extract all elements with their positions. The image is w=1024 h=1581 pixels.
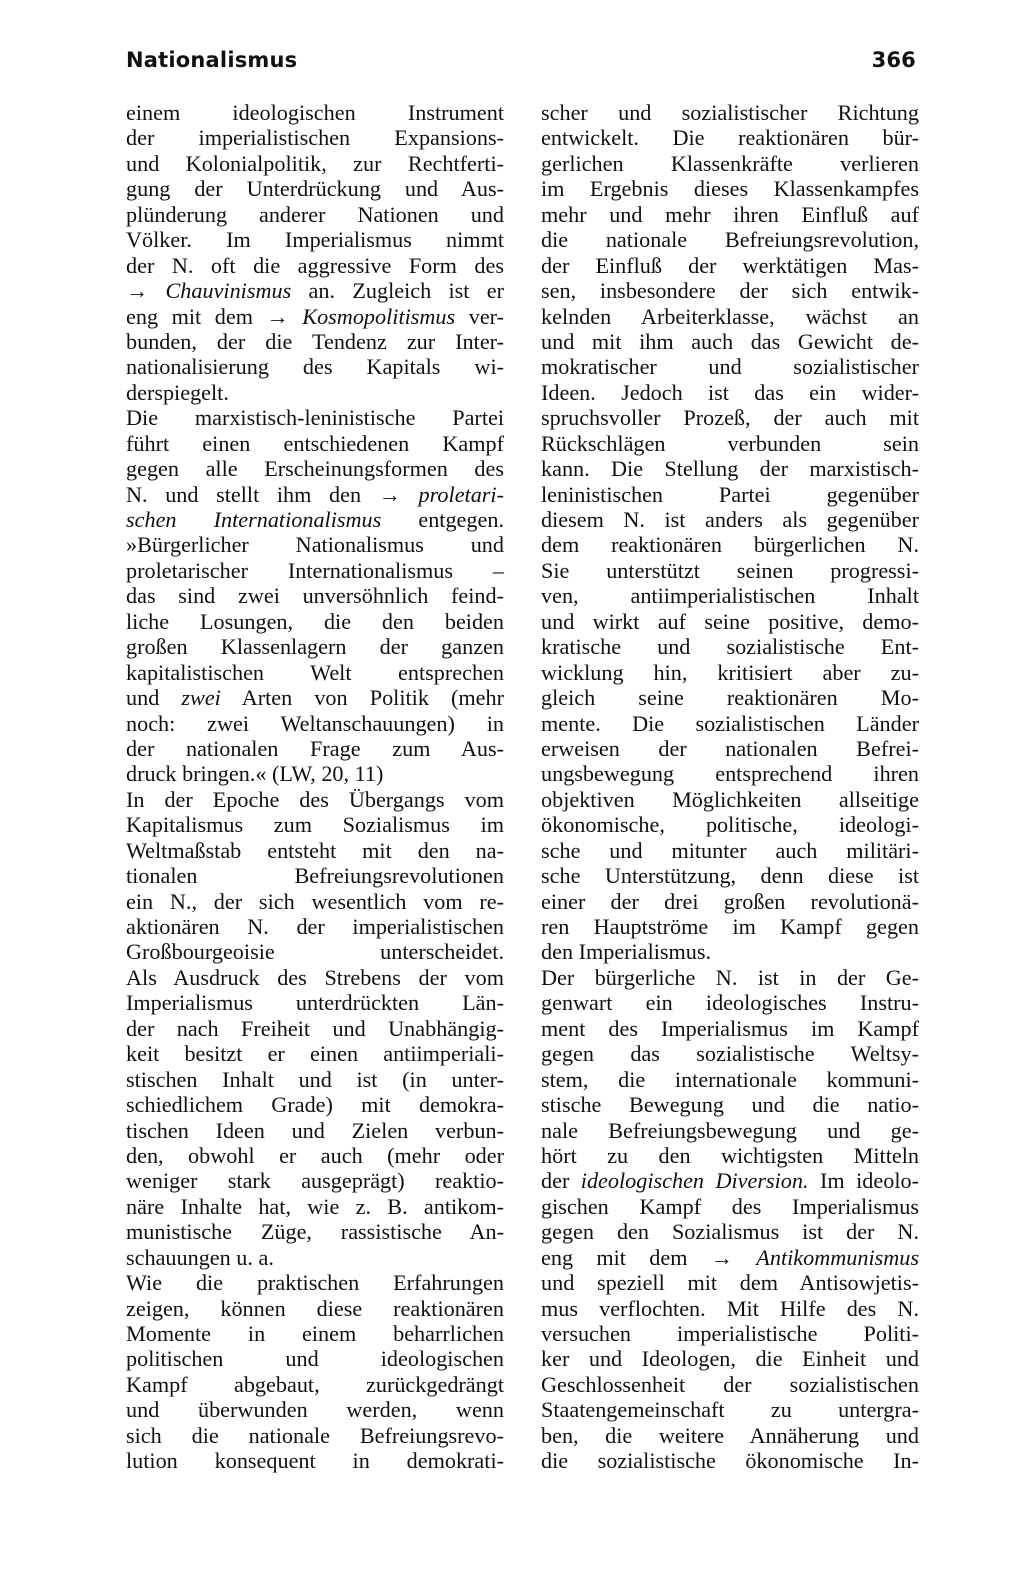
text-line: munistische Züge, rassistische An-: [126, 1219, 504, 1245]
text-line: und mit ihm auch das Gewicht de-: [541, 328, 919, 354]
text-line: ein N., der sich wesentlich vom re-: [126, 888, 504, 914]
text-line: die nationale Befreiungsrevolution,: [541, 227, 919, 253]
text-line: einem ideologischen Instrument: [126, 100, 504, 125]
page-header: [126, 48, 916, 72]
text-line: liche Losungen, die den beiden: [126, 608, 504, 634]
text-line: Wie die praktischen Erfahrungen: [126, 1270, 504, 1296]
text-line: mokratischer und sozialistischer: [541, 354, 919, 380]
text-line: objektiven Möglichkeiten allseitige: [541, 786, 919, 812]
text-line: Kapitalismus zum Sozialismus im: [126, 812, 504, 838]
text-line: ungsbewegung entsprechend ihren: [541, 761, 919, 787]
text-line: Die marxistisch-leninistische Partei: [126, 405, 504, 431]
text-line: und wirkt auf seine positive, demo-: [541, 608, 919, 634]
text-line: mehr und mehr ihren Einfluß auf: [541, 201, 919, 227]
text-line: kann. Die Stellung der marxistisch-: [541, 456, 919, 482]
text-line: tionalen Befreiungsrevolutionen: [126, 863, 504, 889]
text-line: zeigen, können diese reaktionären: [126, 1295, 504, 1321]
text-line: Sie unterstützt seinen progressi-: [541, 557, 919, 583]
text-line: proletarischer Internationalismus –: [126, 557, 504, 583]
text-line: kapitalistischen Welt entsprechen: [126, 659, 504, 685]
text-line: ben, die weitere Annäherung und: [541, 1422, 919, 1448]
text-line: erweisen der nationalen Befrei-: [541, 735, 919, 761]
text-line: gerlichen Klassenkräfte verlieren: [541, 150, 919, 176]
text-line: ökonomische, politische, ideologi-: [541, 812, 919, 838]
text-line: druck bringen.« (LW, 20, 11): [126, 761, 384, 787]
text-line: spruchsvoller Prozeß, der auch mit: [541, 405, 919, 431]
text-line: hört zu den wichtigsten Mitteln: [541, 1142, 919, 1168]
text-line: mente. Die sozialistischen Länder: [541, 710, 919, 736]
text-line: lution konsequent in demokrati-: [126, 1448, 504, 1474]
text-line: und speziell mit dem Antisowjetis-: [541, 1270, 919, 1296]
text-line: Der bürgerliche N. ist in der Ge-: [541, 964, 919, 990]
text-line: ven, antiimperialistischen Inhalt: [541, 583, 919, 609]
left-text-column: [126, 100, 504, 1474]
text-line: schiedlichem Grade) mit demokra-: [126, 1092, 504, 1118]
text-line: tischen Ideen und Zielen verbun-: [126, 1117, 504, 1143]
right-text-column: [541, 100, 919, 1474]
text-line: im Ergebnis dieses Klassenkampfes: [541, 176, 919, 202]
text-line: großen Klassenlagern der ganzen: [126, 634, 504, 660]
text-line: nationalisierung des Kapitals wi-: [126, 354, 504, 380]
text-line: Ideen. Jedoch ist das ein wider-: [541, 379, 919, 405]
text-line: plünderung anderer Nationen und: [126, 201, 504, 227]
text-line: Imperialismus unterdrückten Län-: [126, 990, 504, 1016]
text-line: eng mit dem → Kosmopolitismus ver-: [126, 303, 504, 329]
text-line: der imperialistischen Expansions-: [126, 125, 504, 151]
text-line: dem reaktionären bürgerlichen N.: [541, 532, 919, 558]
text-line: und Kolonialpolitik, zur Rechtferti-: [126, 150, 504, 176]
text-line: sich die nationale Befreiungsrevo-: [126, 1422, 504, 1448]
text-line: Geschlossenheit der sozialistischen: [541, 1371, 919, 1397]
text-line: mus verflochten. Mit Hilfe des N.: [541, 1295, 919, 1321]
text-line: der Einfluß der werktätigen Mas-: [541, 252, 919, 278]
text-line: aktionären N. der imperialistischen: [126, 914, 504, 939]
text-line: ker und Ideologen, die Einheit und: [541, 1346, 919, 1372]
text-line: schen Internationalismus entgegen.: [126, 507, 504, 532]
text-line: Als Ausdruck des Strebens der vom: [126, 964, 504, 990]
text-line: → Chauvinismus an. Zugleich ist er: [126, 278, 504, 304]
text-line: derspiegelt.: [126, 379, 229, 405]
text-line: noch: zwei Weltanschauungen) in: [126, 710, 504, 736]
text-line: weniger stark ausgeprägt) reaktio-: [126, 1168, 504, 1194]
text-line: gleich seine reaktionären Mo-: [541, 685, 919, 711]
text-line: ren Hauptströme im Kampf gegen: [541, 914, 919, 939]
text-line: den Imperialismus.: [541, 939, 712, 965]
text-line: nale Befreiungsbewegung und ge-: [541, 1117, 919, 1143]
text-line: wicklung hin, kritisiert aber zu-: [541, 659, 919, 685]
text-line: leninistischen Partei gegenüber: [541, 481, 919, 507]
text-line: sen, insbesondere der sich entwik-: [541, 278, 919, 304]
text-line: eng mit dem → Antikommunismus: [541, 1244, 919, 1270]
text-line: Kampf abgebaut, zurückgedrängt: [126, 1371, 504, 1397]
text-line: Staatengemeinschaft zu untergra-: [541, 1397, 919, 1423]
text-line: der N. oft die aggressive Form des: [126, 252, 504, 278]
running-head-title: Nationalismus: [126, 48, 298, 72]
text-line: einer der drei großen revolutionä-: [541, 888, 919, 914]
text-line: der nationalen Frage zum Aus-: [126, 735, 504, 761]
text-line: genwart ein ideologisches Instru-: [541, 990, 919, 1016]
text-line: Weltmaßstab entsteht mit den na-: [126, 837, 504, 863]
text-line: diesem N. ist anders als gegenüber: [541, 507, 919, 532]
text-line: kelnden Arbeiterklasse, wächst an: [541, 303, 919, 329]
text-line: führt einen entschiedenen Kampf: [126, 430, 504, 456]
text-line: kratische und sozialistische Ent-: [541, 634, 919, 660]
text-line: N. und stellt ihm den → proletari-: [126, 481, 504, 507]
text-line: sche und mitunter auch militäri-: [541, 837, 919, 863]
text-line: das sind zwei unversöhnlich feind-: [126, 583, 504, 609]
text-line: ment des Imperialismus im Kampf: [541, 1015, 919, 1041]
text-line: entwickelt. Die reaktionären bür-: [541, 125, 919, 151]
text-line: versuchen imperialistische Politi-: [541, 1321, 919, 1346]
text-line: sche Unterstützung, denn diese ist: [541, 863, 919, 889]
text-line: gischen Kampf des Imperialismus: [541, 1193, 919, 1219]
text-line: scher und sozialistischer Richtung: [541, 100, 919, 125]
text-line: und zwei Arten von Politik (mehr: [126, 685, 504, 711]
text-line: näre Inhalte hat, wie z. B. antikom-: [126, 1193, 504, 1219]
text-line: gung der Unterdrückung und Aus-: [126, 176, 504, 202]
page-number: 366: [871, 48, 916, 72]
text-line: und überwunden werden, wenn: [126, 1397, 504, 1423]
text-line: stem, die internationale kommuni-: [541, 1066, 919, 1092]
text-line: Völker. Im Imperialismus nimmt: [126, 227, 504, 253]
text-line: »Bürgerlicher Nationalismus und: [126, 532, 504, 558]
text-line: Momente in einem beharrlichen: [126, 1321, 504, 1346]
text-line: der ideologischen Diversion. Im ideolo-: [541, 1168, 919, 1194]
text-line: stischen Inhalt und ist (in unter-: [126, 1066, 504, 1092]
text-line: den, obwohl er auch (mehr oder: [126, 1142, 504, 1168]
text-line: gegen das sozialistische Weltsy-: [541, 1041, 919, 1067]
text-line: gegen alle Erscheinungsformen des: [126, 456, 504, 482]
text-line: In der Epoche des Übergangs vom: [126, 786, 504, 812]
text-line: der nach Freiheit und Unabhängig-: [126, 1015, 504, 1041]
text-line: die sozialistische ökonomische In-: [541, 1448, 919, 1474]
text-line: schauungen u. a.: [126, 1244, 274, 1270]
text-line: keit besitzt er einen antiimperiali-: [126, 1041, 504, 1067]
text-line: gegen den Sozialismus ist der N.: [541, 1219, 919, 1245]
text-line: bunden, der die Tendenz zur Inter-: [126, 328, 504, 354]
text-line: stische Bewegung und die natio-: [541, 1092, 919, 1118]
text-line: Großbourgeoisie unterscheidet.: [126, 939, 504, 965]
text-line: Rückschlägen verbunden sein: [541, 430, 919, 456]
text-line: politischen und ideologischen: [126, 1346, 504, 1372]
